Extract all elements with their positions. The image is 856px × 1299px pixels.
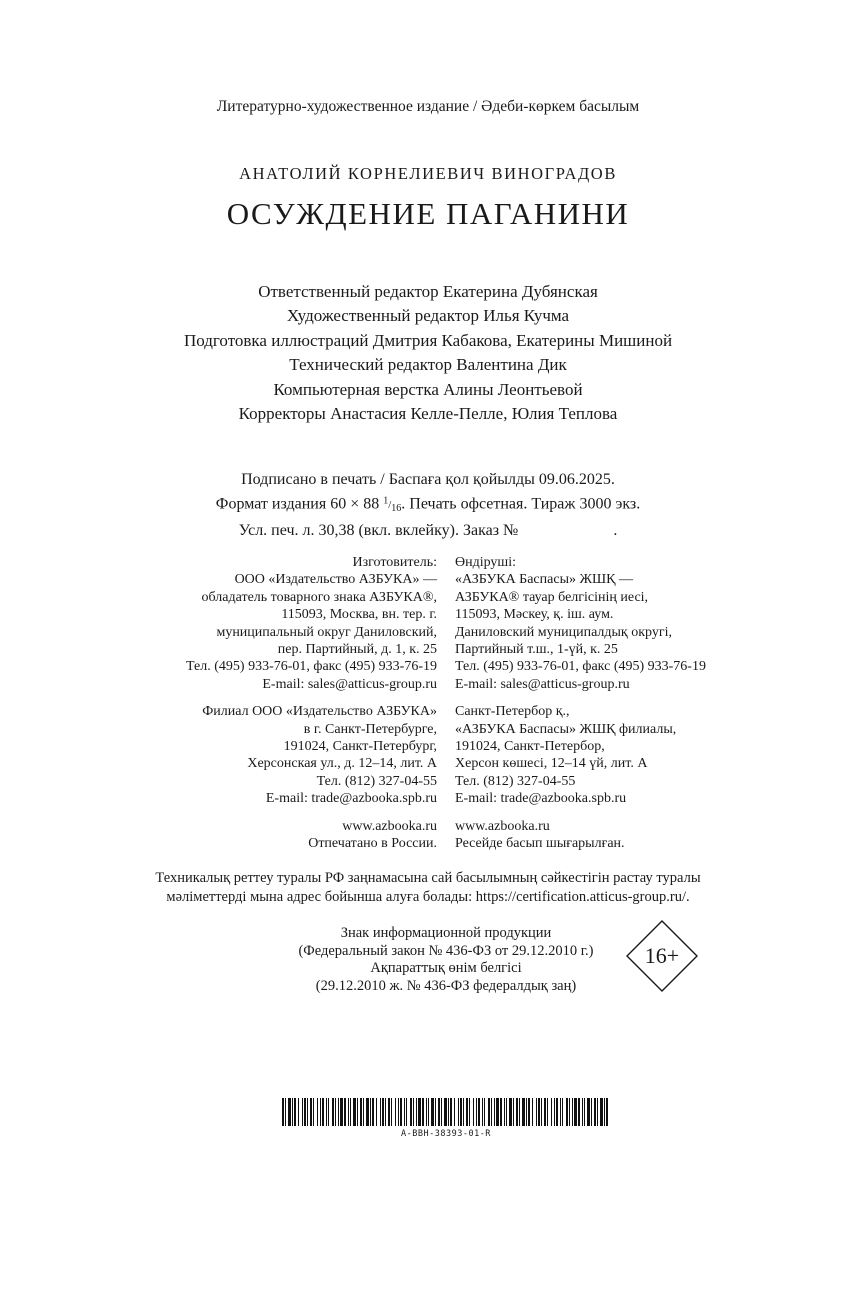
col-line: Өндіруші: xyxy=(455,555,516,570)
col-line: ООО «Издательство АЗБУКА» — xyxy=(234,572,437,588)
sign-line: (Федеральный закон № 436-ФЗ от 29.12.2010 г.) xyxy=(298,942,594,959)
col-line: «АЗБУКА Баспасы» ЖШҚ — xyxy=(455,572,633,588)
col-line: 115093, Москва, вн. тер. г. xyxy=(281,607,437,623)
col-line: E-mail: sales@atticus-group.ru xyxy=(455,676,630,692)
col-line: E-mail: sales@atticus-group.ru xyxy=(262,676,437,692)
col-line: Партийный т.ш., 1-үй, к. 25 xyxy=(455,642,618,658)
age-rating-text: 16+ xyxy=(644,943,680,968)
col-line: обладатель товарного знака АЗБУКА®, xyxy=(201,589,437,605)
format-line xyxy=(0,491,856,520)
col-line: Отпечатано в России. xyxy=(308,836,437,852)
info-product-sign xyxy=(266,925,626,995)
print-info xyxy=(0,469,856,541)
col-line: 191024, Санкт-Петербург, xyxy=(283,739,437,755)
col-line: «АЗБУКА Баспасы» ЖШҚ филиалы, xyxy=(455,721,677,737)
credit-line: Художественный редактор Илья Кучма xyxy=(286,306,570,326)
col-line: в г. Санкт-Петербурге, xyxy=(303,721,437,737)
tech-line: мәліметтерді мына адрес бойынша алуға болады: https://certification.atticus-group.ru/. xyxy=(166,889,690,905)
sign-line: Знак информационной продукции xyxy=(340,925,552,941)
format-prefix: Формат издания 60 × 88 xyxy=(215,495,384,513)
edition-type: Литературно-художественное издание / Әдеби-көркем басылым xyxy=(216,98,640,115)
col-line: E-mail: trade@azbooka.spb.ru xyxy=(455,791,627,807)
credits-block xyxy=(0,280,856,426)
certification-notice xyxy=(0,869,856,907)
sheets-order-line xyxy=(0,520,856,542)
col-line: Филиал ООО «Издательство АЗБУКА» xyxy=(202,704,437,720)
manufacturer-ru-column xyxy=(186,554,437,853)
signed-date: Подписано в печать / Баспаға қол қойылды 09.06.2025. xyxy=(241,471,615,488)
format-numerator: 1 xyxy=(383,495,389,507)
col-line: Тел. (495) 933-76-01, факс (495) 933-76-19 xyxy=(455,659,706,675)
sheets-text: Усл. печ. л. 30,38 (вкл. вклейку). Заказ № xyxy=(238,521,519,539)
col-line: www.azbooka.ru xyxy=(455,818,550,834)
col-line: АЗБУКА® тауар белгісінің иесі, xyxy=(455,589,649,605)
credit-line: Технический редактор Валентина Дик xyxy=(289,355,567,375)
barcode-text: A-BBH-38393-01-R xyxy=(401,1129,491,1139)
col-line: Санкт-Петербор қ., xyxy=(455,704,570,720)
sheets-end: . xyxy=(613,521,618,539)
col-line: 115093, Мәскеу, қ. іш. аум. xyxy=(455,607,614,623)
col-line: Херсон көшесі, 12–14 үй, лит. А xyxy=(455,756,648,772)
credit-line: Подготовка иллюстраций Дмитрия Кабакова, Екатерины Мишиной xyxy=(183,330,673,350)
sign-line: (29.12.2010 ж. № 436-ФЗ федералдық заң) xyxy=(315,977,577,994)
col-line: Даниловский муниципалдық округі, xyxy=(455,624,672,640)
format-suffix: . Печать офсетная. Тираж 3000 экз. xyxy=(401,495,641,513)
credit-line: Корректоры Анастасия Келле-Пелле, Юлия Теплова xyxy=(238,404,618,424)
book-title: ОСУЖДЕНИЕ ПАГАНИНИ xyxy=(226,196,630,231)
col-line: www.azbooka.ru xyxy=(342,818,437,834)
col-line: Тел. (812) 327-04-55 xyxy=(316,773,437,789)
col-line: Херсонская ул., д. 12–14, лит. А xyxy=(247,756,437,772)
credit-line: Компьютерная верстка Алины Леонтьевой xyxy=(273,379,583,399)
col-line: E-mail: trade@azbooka.spb.ru xyxy=(265,791,437,807)
col-line: муниципальный округ Даниловский, xyxy=(216,624,437,640)
col-line: пер. Партийный, д. 1, к. 25 xyxy=(277,642,437,658)
format-denominator: 16 xyxy=(391,503,402,515)
format-slash: / xyxy=(388,499,392,512)
barcode-icon xyxy=(282,1098,610,1126)
author-name: АНАТОЛИЙ КОРНЕЛИЕВИЧ ВИНОГРАДОВ xyxy=(239,164,617,183)
manufacturer-kz-column xyxy=(455,554,706,853)
age-rating-badge xyxy=(626,920,698,992)
col-line: Ресейде басып шығарылған. xyxy=(455,836,625,852)
sign-line: Ақпараттық өнім белгісі xyxy=(370,960,522,976)
tech-line: Техникалық реттеу туралы РФ заңнамасына сай басылымның сәйкестігін растау туралы xyxy=(155,870,701,886)
col-line: Тел. (495) 933-76-01, факс (495) 933-76-19 xyxy=(186,659,437,675)
col-line: 191024, Санкт-Петербор, xyxy=(455,739,605,755)
col-line: Изготовитель: xyxy=(352,555,437,570)
col-line: Тел. (812) 327-04-55 xyxy=(455,773,576,789)
format-fraction xyxy=(383,495,402,515)
credit-line: Ответственный редактор Екатерина Дубянская xyxy=(258,282,598,301)
